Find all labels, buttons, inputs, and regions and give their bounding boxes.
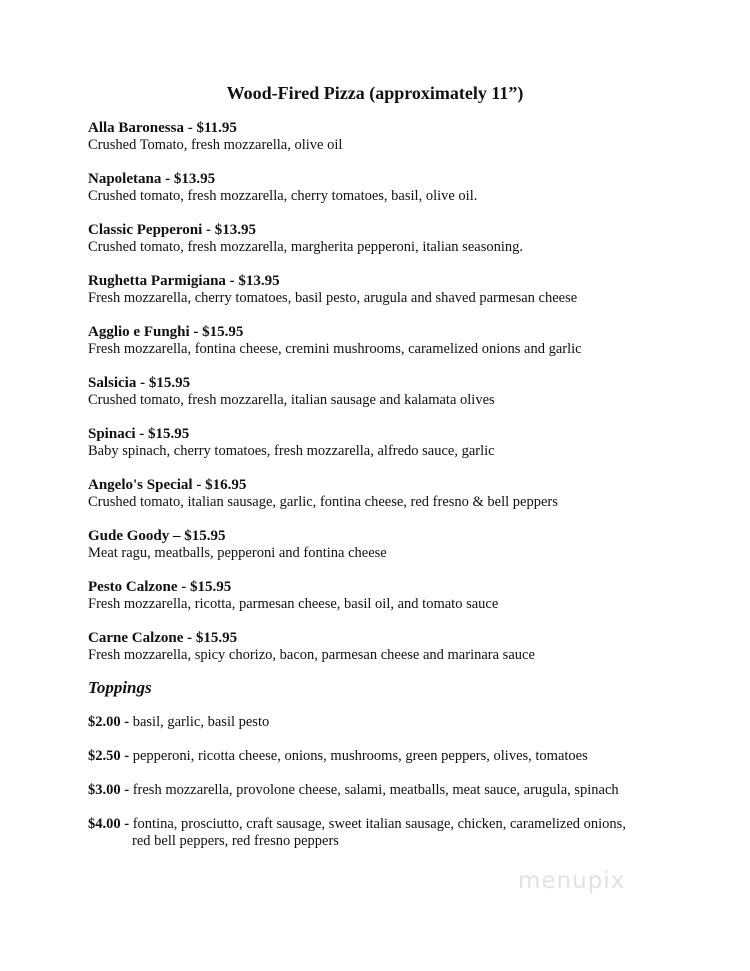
item-description: Baby spinach, cherry tomatoes, fresh mozzarella, alfredo sauce, garlic (88, 443, 495, 459)
menu-item (88, 375, 708, 426)
topping-items: fontina, prosciutto, craft sausage, sweet italian sausage, chicken, caramelized onions, (132, 816, 626, 832)
topping-items-continued: red bell peppers, red fresno peppers (132, 833, 339, 849)
item-name: Agglio e Funghi - $15.95 (88, 324, 244, 340)
item-name: Napoletana - $13.95 (88, 171, 216, 187)
item-description: Fresh mozzarella, cherry tomatoes, basil pesto, arugula and shaved parmesan cheese (88, 290, 578, 306)
toppings-list (88, 714, 708, 867)
item-description: Fresh mozzarella, spicy chorizo, bacon, parmesan cheese and marinara sauce (88, 647, 535, 663)
item-name: Salsicia - $15.95 (88, 375, 191, 391)
topping-items: pepperoni, ricotta cheese, onions, mushrooms, green peppers, olives, tomatoes (132, 748, 588, 764)
menu-item (88, 477, 708, 528)
menu-item (88, 171, 708, 222)
toppings-heading: Toppings (88, 678, 152, 697)
item-description: Fresh mozzarella, ricotta, parmesan cheese, basil oil, and tomato sauce (88, 596, 499, 612)
item-description: Crushed tomato, italian sausage, garlic, fontina cheese, red fresno & bell peppers (88, 494, 558, 510)
menu-item (88, 222, 708, 273)
topping-price: $2.00 - (88, 714, 130, 730)
topping-tier (88, 748, 708, 765)
topping-price: $2.50 - (88, 748, 130, 764)
item-description: Crushed tomato, fresh mozzarella, margherita pepperoni, italian seasoning. (88, 239, 523, 255)
menu-item (88, 528, 708, 579)
item-description: Meat ragu, meatballs, pepperoni and fontina cheese (88, 545, 387, 561)
item-name: Carne Calzone - $15.95 (88, 630, 238, 646)
watermark-logo: menupix (518, 868, 626, 894)
page-title: Wood-Fired Pizza (approximately 11”) (226, 83, 524, 103)
item-name: Rughetta Parmigiana - $13.95 (88, 273, 280, 289)
item-name: Classic Pepperoni - $13.95 (88, 222, 257, 238)
menu-item (88, 426, 708, 477)
item-description: Fresh mozzarella, fontina cheese, cremini mushrooms, caramelized onions and garlic (88, 341, 582, 357)
item-name: Spinaci - $15.95 (88, 426, 190, 442)
item-name: Pesto Calzone - $15.95 (88, 579, 232, 595)
menu-item (88, 273, 708, 324)
menu-item (88, 324, 708, 375)
menu-item (88, 120, 708, 171)
item-name: Gude Goody – $15.95 (88, 528, 226, 544)
topping-items: basil, garlic, basil pesto (132, 714, 270, 730)
item-name: Alla Baronessa - $11.95 (88, 120, 237, 136)
menu-items-list (88, 120, 708, 681)
topping-price: $4.00 - (88, 816, 130, 832)
topping-tier (88, 782, 708, 799)
menu-item (88, 579, 708, 630)
item-description: Crushed tomato, fresh mozzarella, cherry tomatoes, basil, olive oil. (88, 188, 478, 204)
menu-item (88, 630, 708, 681)
item-description: Crushed tomato, fresh mozzarella, italian sausage and kalamata olives (88, 392, 495, 408)
topping-tier (88, 714, 708, 731)
topping-price: $3.00 - (88, 782, 130, 798)
item-name: Angelo's Special - $16.95 (88, 477, 247, 493)
item-description: Crushed Tomato, fresh mozzarella, olive oil (88, 137, 343, 153)
topping-tier (88, 816, 708, 850)
topping-items: fresh mozzarella, provolone cheese, salami, meatballs, meat sauce, arugula, spinach (132, 782, 619, 798)
